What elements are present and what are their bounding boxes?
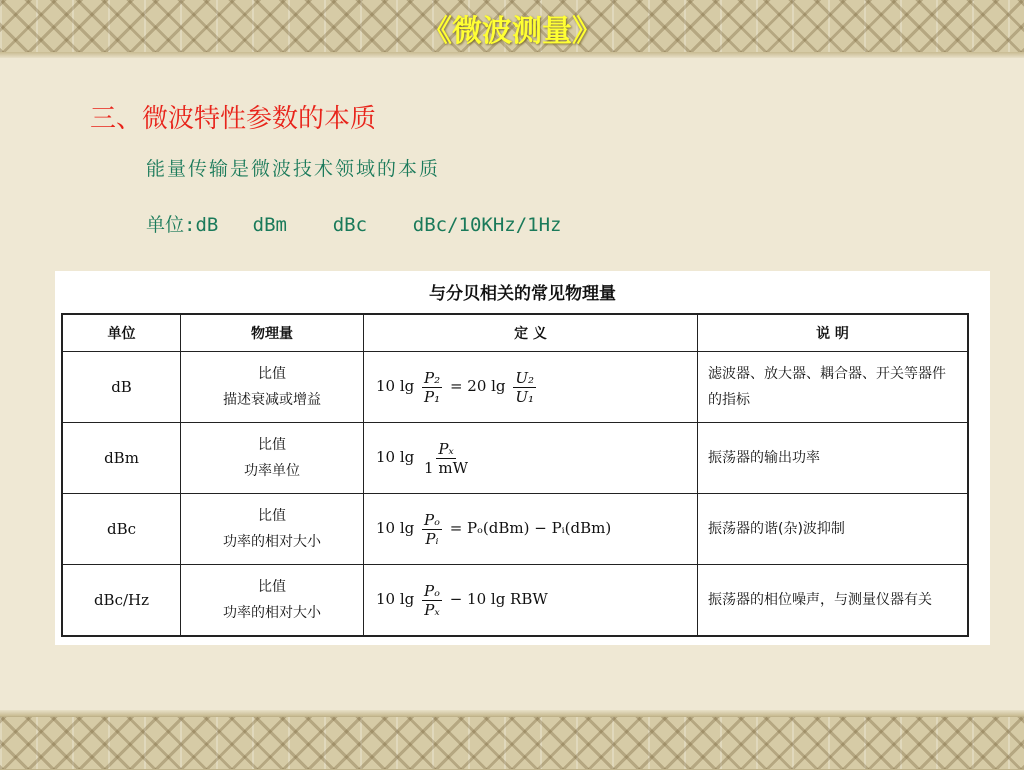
def-denominator: Pₓ [424, 600, 440, 619]
cell-definition [364, 494, 698, 565]
table-header-row [62, 314, 968, 352]
cell-description: 振荡器的相位噪声，与测量仪器有关 [698, 565, 969, 637]
quantity-line2: 描述衰减或增益 [223, 392, 321, 408]
cell-unit: dBm [62, 423, 181, 494]
cell-description: 滤波器、放大器、耦合器、开关等器件的指标 [698, 352, 969, 423]
def-numerator: Pₒ [424, 510, 440, 529]
def-numerator: Pₒ [424, 581, 440, 600]
def-fraction [422, 440, 470, 477]
cell-description: 振荡器的谐(杂)波抑制 [698, 494, 969, 565]
top-border-edge [0, 52, 1024, 58]
table-figure [55, 271, 990, 645]
table-row [62, 565, 968, 637]
def-fraction-voltage [513, 369, 536, 406]
decibel-table [61, 313, 969, 637]
section-heading: 三、微波特性参数的本质 [90, 104, 377, 134]
bottom-border-band [0, 716, 1024, 770]
def-numerator: Pₓ [438, 439, 454, 458]
quantity-line2: 功率的相对大小 [223, 534, 321, 550]
def-prefix: 10 lg [376, 519, 415, 537]
cell-unit: dBc [62, 494, 181, 565]
table-row [62, 423, 968, 494]
def-rest: = Pₒ(dBm) − Pᵢ(dBm) [449, 519, 612, 537]
quantity-line2: 功率单位 [244, 463, 300, 479]
def-rest: − 10 lg RBW [449, 590, 548, 608]
quantity-line1: 比值 [258, 579, 286, 595]
def-fraction [422, 511, 442, 548]
quantity-line1: 比值 [258, 508, 286, 524]
def-denominator: Pᵢ [425, 529, 439, 548]
quantity-line1: 比值 [258, 366, 286, 382]
bottom-border-edge [0, 710, 1024, 716]
def-prefix: 10 lg [376, 377, 415, 395]
cell-quantity [181, 494, 364, 565]
header-description: 说 明 [698, 314, 969, 352]
def-numerator-voltage: U₂ [515, 368, 534, 387]
cell-quantity [181, 352, 364, 423]
header-definition: 定 义 [364, 314, 698, 352]
cell-quantity [181, 565, 364, 637]
quantity-line1: 比值 [258, 437, 286, 453]
quantity-line2: 功率的相对大小 [223, 605, 321, 621]
cell-quantity [181, 423, 364, 494]
def-numerator: P₂ [424, 368, 441, 387]
def-denominator: 1 mW [424, 458, 468, 477]
def-prefix: 10 lg [376, 448, 415, 466]
table-caption: 与分贝相关的常见物理量 [429, 284, 616, 304]
cell-definition [364, 565, 698, 637]
cell-definition [364, 423, 698, 494]
slide-title: 《微波测量》 [422, 14, 602, 49]
header-quantity: 物理量 [181, 314, 364, 352]
body-line-units: 单位:dB dBm dBc dBc/10KHz/1Hz [146, 214, 562, 236]
def-fraction [422, 369, 442, 406]
def-fraction [422, 582, 442, 619]
cell-unit: dBc/Hz [62, 565, 181, 637]
table-row [62, 352, 968, 423]
def-equals: = 20 lg [449, 377, 506, 395]
header-unit: 单位 [62, 314, 181, 352]
table-row [62, 494, 968, 565]
cell-unit: dB [62, 352, 181, 423]
def-denominator-voltage: U₁ [515, 387, 534, 406]
cell-description: 振荡器的输出功率 [698, 423, 969, 494]
def-denominator: P₁ [424, 387, 441, 406]
def-prefix: 10 lg [376, 590, 415, 608]
body-line-energy: 能量传输是微波技术领域的本质 [146, 158, 441, 180]
cell-definition [364, 352, 698, 423]
